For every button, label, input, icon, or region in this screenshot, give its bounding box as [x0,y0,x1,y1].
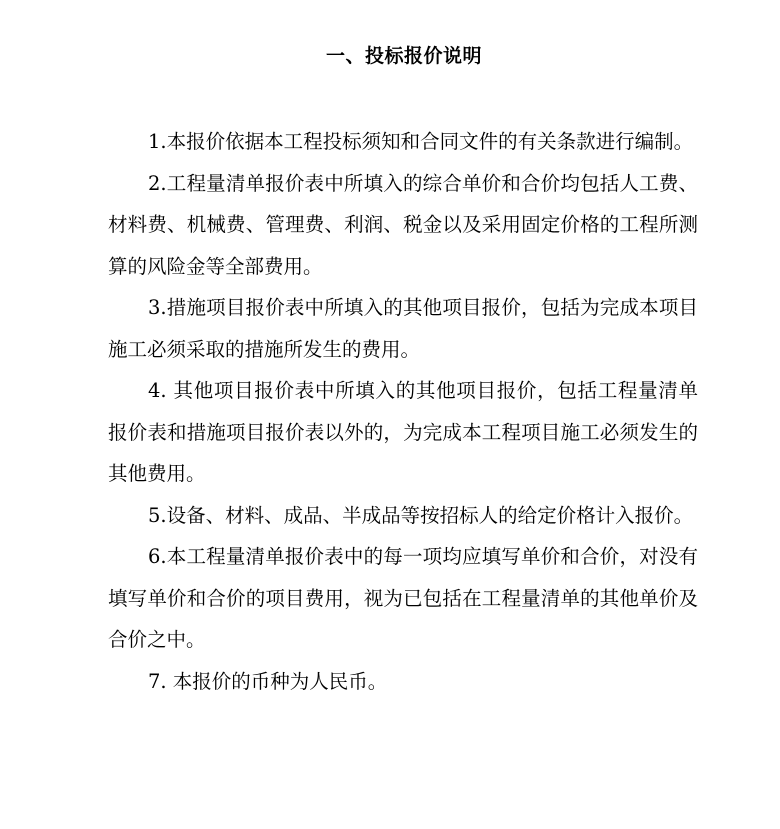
paragraph-5: 5.设备、材料、成品、半成品等按招标人的给定价格计入报价。 [148,503,694,527]
document-title: 一、投标报价说明 [325,45,482,67]
paragraph-4: 4. 其他项目报价表中所填入的其他项目报价，包括工程量清单报价表和措施项目报价表以外的，为完成本工程项目施工必须发生的其他费用。 [108,379,698,485]
paragraph-1: 1.本报价依据本工程投标须知和合同文件的有关条款进行编制。 [148,130,694,153]
paragraph-7: 7. 本报价的币种为人民币。 [148,669,388,693]
paragraph-2: 2.工程量清单报价表中所填入的综合单价和合价均包括人工费、材料费、机械费、管理费、利润、税金以及采用固定价格的工程所测算的风险金等全部费用。 [108,171,698,278]
paragraph-3: 3.措施项目报价表中所填入的其他项目报价，包括为完成本项目施工必须采取的措施所发生的费用。 [108,296,698,361]
paragraph-6: 6.本工程量清单报价表中的每一项均应填写单价和合价，对没有填写单价和合价的项目费用，视为已包括在工程量清单的其他单价及合价之中。 [108,545,698,651]
document-body [108,121,698,702]
